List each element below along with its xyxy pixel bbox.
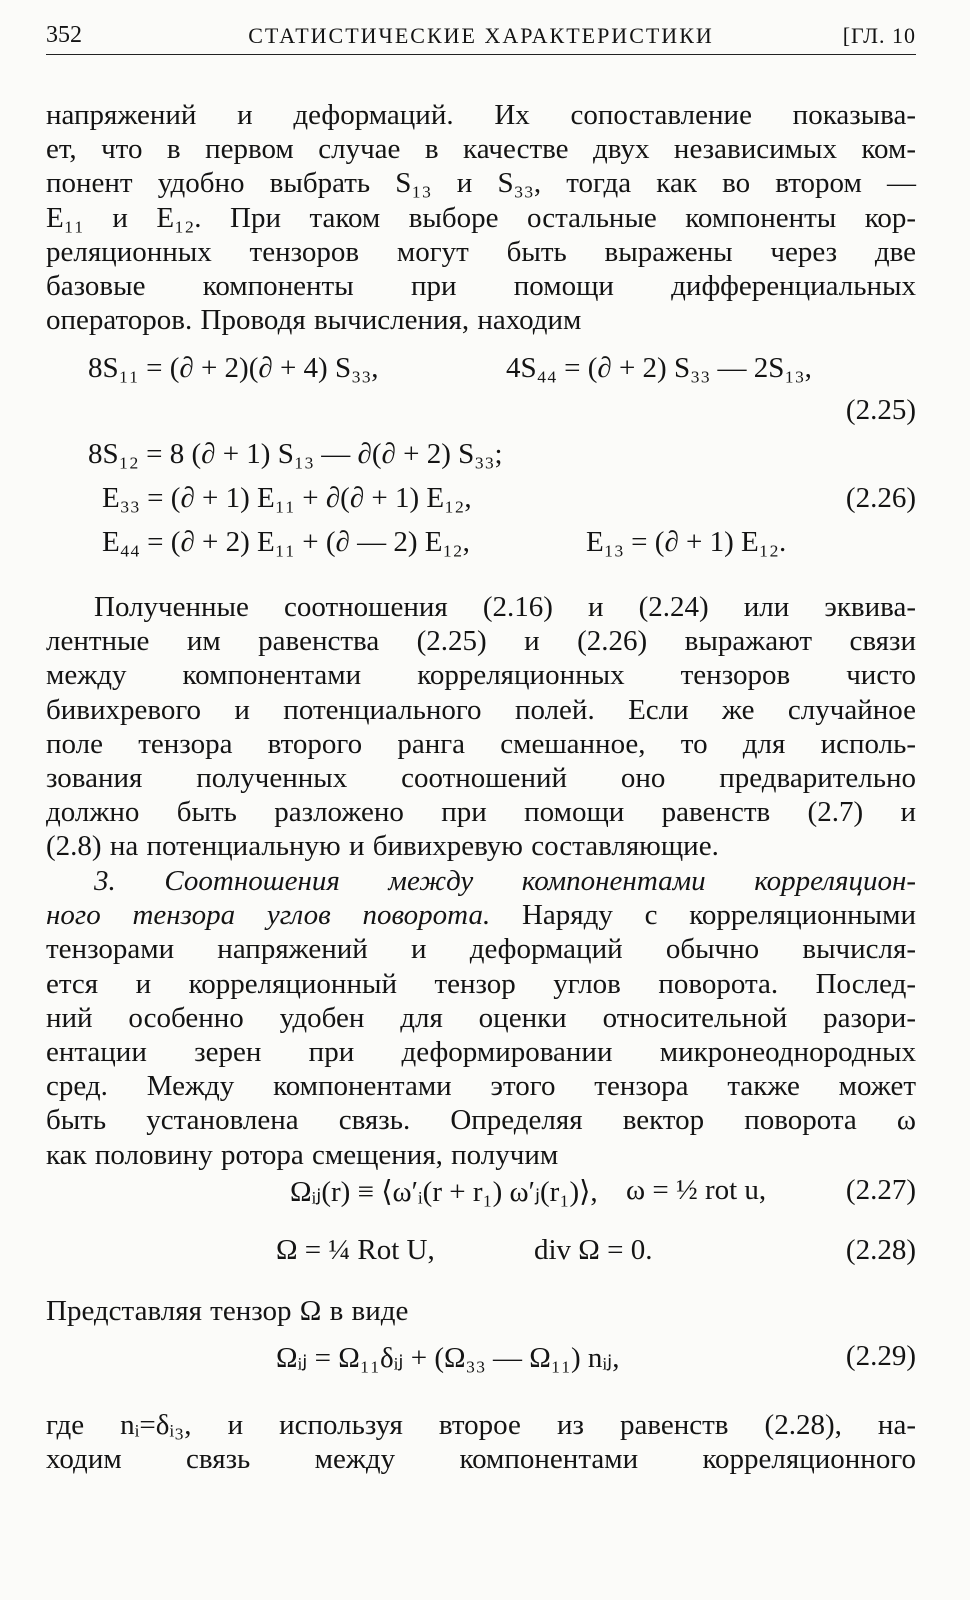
text-line: сред. Между компонентами этого тензора также может <box>46 1070 916 1103</box>
chapter-label: [ГЛ. 10 <box>842 23 916 48</box>
text-line: должно быть разложено при помощи равенств (2.7) и <box>46 796 916 829</box>
page-header <box>46 14 916 50</box>
equation-2-25-a: 8S₁₁ = (∂ + 2)(∂ + 4) S₃₃, <box>88 352 379 384</box>
equation-number-2-25: (2.25) <box>845 394 916 426</box>
text-line: базовые компоненты при помощи дифференциальных <box>46 270 916 303</box>
text-line: лентные им равенства (2.25) и (2.26) выражают связи <box>46 625 916 658</box>
text-line: ходим связь между компонентами корреляционного <box>46 1443 916 1476</box>
equation-number-2-27: (2.27) <box>845 1174 916 1206</box>
equation-number-2-29: (2.29) <box>845 1340 916 1372</box>
section-heading-line: 3. Соотношения между компонентами корреляцион- <box>94 865 916 897</box>
equation-2-25-c: 8S₁₂ = 8 (∂ + 1) S₁₃ — ∂(∂ + 2) S₃₃; <box>88 438 503 470</box>
equation-2-28-a: Ω = ¼ Rot U, <box>276 1234 435 1266</box>
section-heading-end: ного тензора углов поворота. <box>46 899 491 932</box>
text-line: Полученные соотношения (2.16) и (2.24) или эквива- <box>94 591 916 623</box>
equation-2-29: Ωᵢⱼ = Ω₁₁δᵢⱼ + (Ω₃₃ — Ω₁₁) nᵢⱼ, <box>276 1342 620 1374</box>
paragraph-5 <box>46 1408 916 1476</box>
equation-2-27-a: Ωᵢⱼ(r) ≡ ⟨ω′ᵢ(r + r₁) ω′ⱼ(r₁)⟩, <box>290 1176 598 1208</box>
text-line: Представляя тензор Ω в виде <box>46 1295 409 1327</box>
equation-number-2-28: (2.28) <box>845 1234 916 1266</box>
paragraph-1 <box>46 98 916 337</box>
text-line: E₁₁ и E₁₂. При таком выборе остальные компоненты кор- <box>46 201 916 234</box>
text-line <box>46 898 916 932</box>
text-line: поле тензора второго ранга смешанное, то для исполь- <box>46 727 916 760</box>
text-line: понент удобно выбрать S₁₃ и S₃₃, тогда как во втором — <box>46 167 916 200</box>
equation-2-26-a: E₃₃ = (∂ + 1) E₁₁ + ∂(∂ + 1) E₁₂, <box>102 482 472 514</box>
text-run: Наряду с корреляционными <box>521 899 916 932</box>
text-line: ентации зерен при деформировании микронеоднородных <box>46 1036 916 1069</box>
text-line: ется и корреляционный тензор углов поворота. Послед- <box>46 967 916 1000</box>
equation-2-28-b: div Ω = 0. <box>534 1234 653 1266</box>
equation-2-26-b: E₄₄ = (∂ + 2) E₁₁ + (∂ — 2) E₁₂, <box>102 526 470 558</box>
text-line: (2.8) на потенциальную и бивихревую составляющие. <box>46 830 719 863</box>
paragraph-2 <box>46 590 916 864</box>
equation-2-26-c: E₁₃ = (∂ + 1) E₁₂. <box>586 526 787 558</box>
page-number: 352 <box>46 22 82 48</box>
text-line: ний особенно удобен для оценки относительной разори- <box>46 1001 916 1034</box>
text-line: ет, что в первом случае в качестве двух независимых ком- <box>46 133 916 166</box>
text-line: зования полученных соотношений оно предварительно <box>46 762 916 795</box>
text-line: реляционных тензоров могут быть выражены через две <box>46 235 916 268</box>
text-line: бивихревого и потенциального полей. Если же случайное <box>46 693 916 726</box>
equation-2-25-b: 4S₄₄ = (∂ + 2) S₃₃ — 2S₁₃, <box>506 352 812 384</box>
text-line: быть установлена связь. Определяя вектор поворота ω <box>46 1104 916 1137</box>
paragraph-4 <box>46 1294 916 1328</box>
text-line: где nᵢ=δᵢ₃, и используя второе из равенств (2.28), на- <box>46 1409 916 1441</box>
text-line: операторов. Проводя вычисления, находим <box>46 304 582 337</box>
text-line: тензорами напряжений и деформаций обычно вычисля- <box>46 933 916 966</box>
header-rule <box>46 54 916 55</box>
equation-number-2-26: (2.26) <box>845 482 916 514</box>
equation-2-27-b: ω = ½ rot u, <box>626 1174 767 1206</box>
running-title: СТАТИСТИЧЕСКИЕ ХАРАКТЕРИСТИКИ <box>248 23 714 48</box>
text-line: как половину ротора смещения, получим <box>46 1138 559 1171</box>
paragraph-3 <box>46 864 916 1172</box>
text-line: между компонентами корреляционных тензоров чисто <box>46 659 916 692</box>
text-line: напряжений и деформаций. Их сопоставление показыва- <box>46 99 916 131</box>
